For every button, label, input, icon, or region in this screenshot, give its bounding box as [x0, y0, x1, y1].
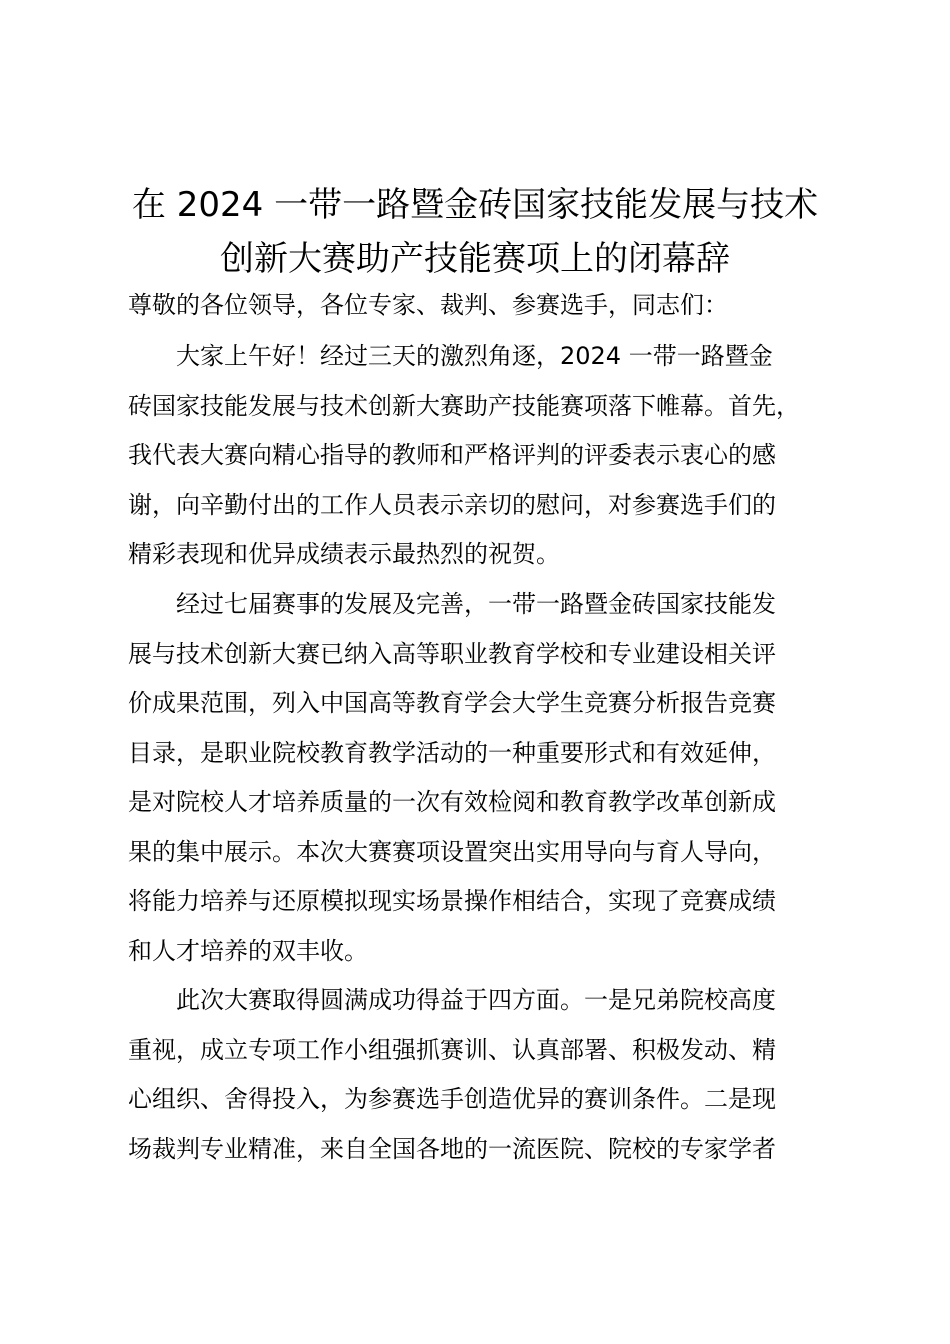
paragraph-line: 大家上午好！经过三天的激烈角逐，2024 一带一路暨金 [176, 342, 773, 370]
paragraph-line: 心组织、舍得投入，为参赛选手创造优异的赛训条件。二是现 [128, 1085, 776, 1113]
paragraph-line: 此次大赛取得圆满成功得益于四方面。一是兄弟院校高度 [176, 986, 776, 1014]
paragraph-line: 果的集中展示。本次大赛赛项设置突出实用导向与育人导向， [128, 837, 776, 866]
paragraph-line: 经过七届赛事的发展及完善，一带一路暨金砖国家技能发 [176, 590, 776, 618]
paragraph-line: 目录，是职业院校教育教学活动的一种重要形式和有效延伸， [128, 738, 776, 767]
paragraph-line: 将能力培养与还原模拟现实场景操作相结合，实现了竞赛成绩 [128, 887, 776, 915]
paragraph-line: 场裁判专业精准，来自全国各地的一流医院、院校的专家学者 [128, 1134, 776, 1163]
paragraph-line: 精彩表现和优异成绩表示最热烈的祝贺。 [128, 540, 560, 568]
salutation: 尊敬的各位领导，各位专家、裁判、参赛选手，同志们： [128, 291, 728, 319]
paragraph-line: 谢，向辛勤付出的工作人员表示亲切的慰问，对参赛选手们的 [128, 490, 776, 519]
paragraph-line: 是对院校人才培养质量的一次有效检阅和教育教学改革创新成 [128, 788, 776, 816]
title-line: 在 2024 一带一路暨金砖国家技能发展与技术 [131, 185, 819, 225]
paragraph-line: 展与技术创新大赛已纳入高等职业教育学校和专业建设相关评 [128, 639, 776, 668]
paragraph-line: 我代表大赛向精心指导的教师和严格评判的评委表示衷心的感 [128, 441, 776, 469]
paragraph-opening [128, 332, 848, 580]
title-line: 创新大赛助产技能赛项上的闭幕辞 [220, 239, 730, 279]
paragraph-development [128, 580, 848, 976]
paragraph-line: 砖国家技能发展与技术创新大赛助产技能赛项落下帷幕。首先， [128, 391, 800, 420]
paragraph-line: 和人才培养的双丰收。 [128, 936, 368, 965]
paragraph-line: 价成果范围，列入中国高等教育学会大学生竞赛分析报告竞赛 [128, 689, 776, 717]
document-title [100, 178, 850, 286]
paragraph-success [128, 976, 848, 1174]
paragraph-line: 重视，成立专项工作小组强抓赛训、认真部署、积极发动、精 [128, 1035, 776, 1064]
